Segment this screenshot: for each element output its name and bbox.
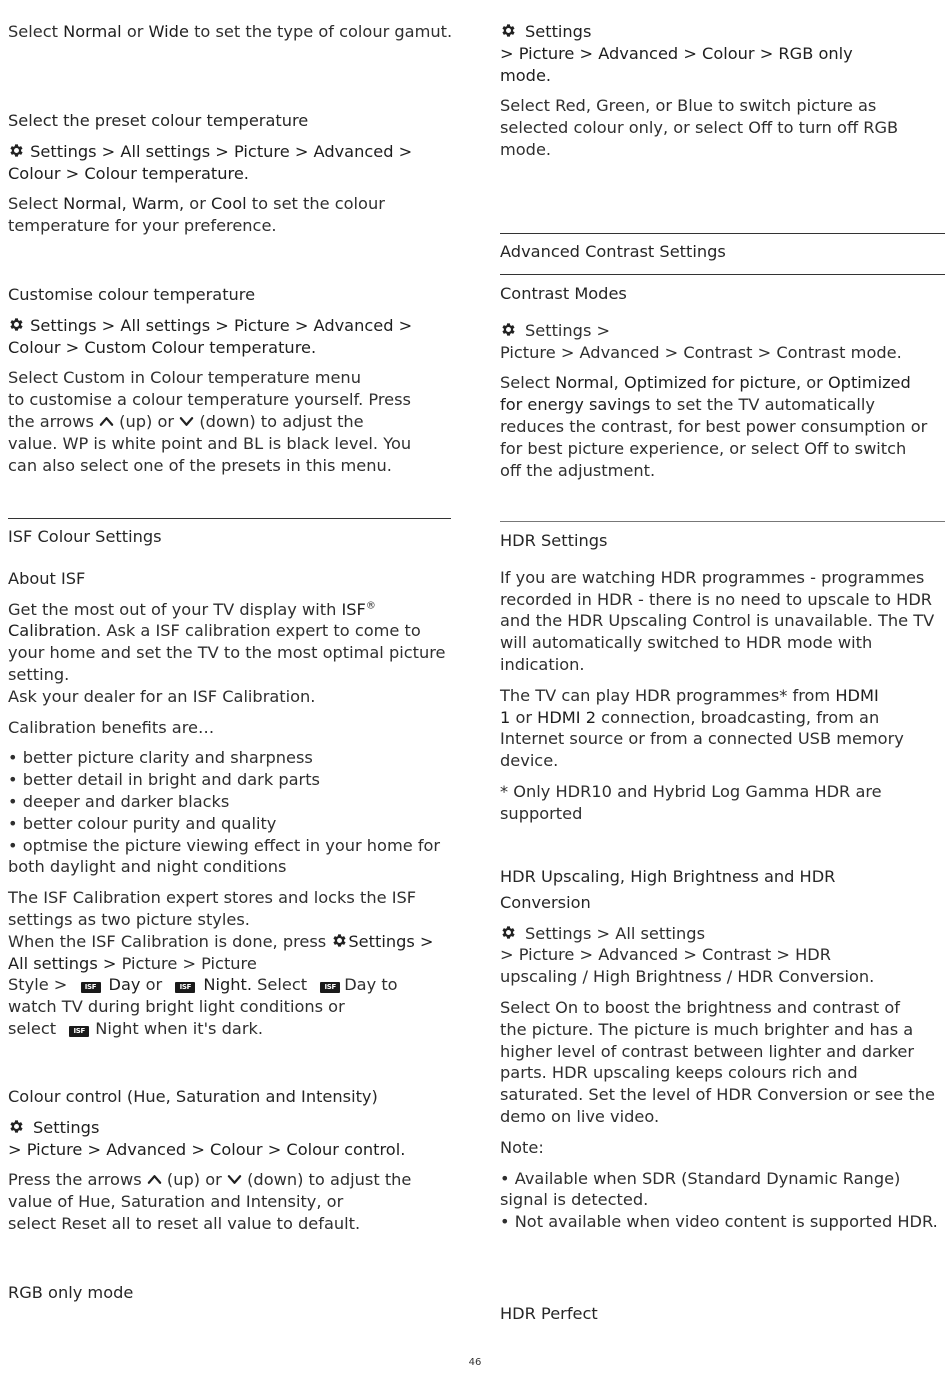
list-item: both daylight and night conditions xyxy=(8,857,287,877)
settings-path: > Picture > Advanced > Colour > RGB only xyxy=(500,43,853,63)
text: (down) to adjust the xyxy=(194,411,364,431)
body-line: Select Red, Green, or Blue to switch picture as xyxy=(500,96,877,116)
text: Press the arrows xyxy=(8,1170,147,1190)
body-line: parts. HDR upscaling keeps colours rich and xyxy=(500,1063,858,1083)
registered-mark: ® xyxy=(365,600,376,612)
body-line: indication. xyxy=(500,654,585,674)
hdmi-2-label: HDMI 2 xyxy=(537,707,596,727)
body-line: settings as two picture styles. xyxy=(8,909,250,929)
body-line: mode. xyxy=(500,139,552,159)
isf-icon: ISF xyxy=(81,982,101,993)
list-item: • Available when SDR (Standard Dynamic Range) xyxy=(500,1168,901,1188)
settings-path: Colour > Custom Colour temperature. xyxy=(8,337,317,357)
subsection-heading: About ISF xyxy=(8,568,86,588)
text: Night when it's dark. xyxy=(95,1018,263,1038)
settings-path: > Picture > Advanced > Colour > Colour control. xyxy=(8,1139,406,1159)
body-line: Ask your dealer for an ISF Calibration. xyxy=(8,686,316,706)
colour-control-section xyxy=(8,1086,453,1235)
gear-icon xyxy=(8,1118,25,1135)
list-item: • better colour purity and quality xyxy=(8,813,277,833)
text: Style > xyxy=(8,975,73,995)
section-heading: Select the preset colour temperature xyxy=(8,111,309,130)
gear-icon xyxy=(8,142,25,159)
page-number: 46 xyxy=(468,1357,482,1368)
body-line: selected colour only, or select Off to turn off RGB xyxy=(500,118,899,138)
divider xyxy=(500,233,945,234)
normal-option: Normal xyxy=(555,373,614,393)
body-line: and the HDR Upscaling Control is unavailable. The TV xyxy=(500,611,935,631)
settings-path: Settings > xyxy=(348,931,434,951)
list-item: • deeper and darker blacks xyxy=(8,791,230,811)
list-item: signal is detected. xyxy=(500,1190,649,1210)
settings-path: upscaling / High Brightness / HDR Conversion. xyxy=(500,967,875,987)
section-heading: Customise colour temperature xyxy=(8,285,256,304)
text: to set the type of colour gamut. xyxy=(188,22,453,41)
text: connection, broadcasting, from an xyxy=(596,707,880,727)
gear-icon xyxy=(500,321,517,338)
body-line: supported xyxy=(500,803,583,823)
settings-path: All settings > xyxy=(8,953,117,973)
section-heading: Advanced Contrast Settings xyxy=(500,242,726,261)
settings-path: > Picture > Advanced > Contrast > HDR xyxy=(500,945,831,965)
text: Get the most out of your TV display with xyxy=(8,599,342,619)
section-heading: HDR Settings xyxy=(500,531,608,550)
body-line: The ISF Calibration expert stores and locks the ISF xyxy=(8,888,417,908)
gear-icon xyxy=(331,932,348,949)
body-line: higher level of contrast between lighter and darker xyxy=(500,1041,914,1061)
text: or xyxy=(121,22,149,41)
gear-icon xyxy=(8,316,25,333)
hdmi-1-label: HDMI xyxy=(835,685,879,705)
hdr-perfect-section xyxy=(500,1303,945,1325)
cool-option: Cool xyxy=(211,194,247,214)
divider xyxy=(8,518,451,519)
text: or xyxy=(184,194,211,214)
settings-path: Settings xyxy=(33,1117,100,1137)
optimized-for-energy-option: Optimized xyxy=(827,373,911,393)
text: to set the TV automatically xyxy=(650,395,875,415)
body-line: your home and set the TV to the most optimal picture xyxy=(8,643,446,663)
body-line: can also select one of the presets in this menu. xyxy=(8,455,392,475)
list-item: • optmise the picture viewing effect in your home for xyxy=(8,835,441,855)
settings-path: mode. xyxy=(500,65,552,85)
settings-path: Settings > xyxy=(525,320,611,340)
note-label: Note: xyxy=(500,1137,544,1157)
chevron-down-icon xyxy=(179,415,194,427)
text: (down) to adjust the xyxy=(241,1170,412,1190)
colour-gamut-text xyxy=(8,21,453,43)
body-line: for best picture experience, or select Off to switch xyxy=(500,438,907,458)
settings-path: Picture > Advanced > Contrast > Contrast mode. xyxy=(500,342,902,362)
text: the arrows xyxy=(8,411,100,431)
settings-path: Settings xyxy=(525,22,592,41)
subsection-heading: Contrast Modes xyxy=(500,284,627,303)
settings-path: Colour > Colour temperature. xyxy=(8,163,249,183)
text: Select xyxy=(8,194,64,214)
settings-path: Picture > Picture xyxy=(116,953,257,973)
gear-icon xyxy=(500,924,517,941)
list-item: • Not available when video content is supported HDR. xyxy=(500,1212,938,1232)
section-heading: HDR Perfect xyxy=(500,1304,598,1323)
settings-path: Settings > All settings > Picture > Advanced > xyxy=(25,141,413,161)
body-line: Select Custom in Colour temperature menu xyxy=(8,368,361,388)
settings-path: Settings > All settings xyxy=(525,923,706,943)
text: Select xyxy=(251,975,313,995)
body-line: reduces the contrast, for best power consumption or xyxy=(500,416,928,436)
body-line: demo on live video. xyxy=(500,1106,660,1126)
body-line: to customise a colour temperature yourself. Press xyxy=(8,390,411,410)
body-line: * Only HDR10 and Hybrid Log Gamma HDR are xyxy=(500,781,882,801)
body-line: the picture. The picture is much brighter and has a xyxy=(500,1019,914,1039)
text: or xyxy=(140,975,168,995)
text: (up) or xyxy=(114,411,180,431)
section-heading: Conversion xyxy=(500,892,591,912)
isf-icon: ISF xyxy=(69,1026,89,1037)
custom-colour-temperature-section xyxy=(8,284,453,476)
section-heading: ISF Colour Settings xyxy=(8,527,162,546)
day-style: Day xyxy=(108,975,141,995)
text: , xyxy=(613,373,619,393)
text: Day to xyxy=(344,975,398,995)
body-line: watch TV during bright light conditions or xyxy=(8,997,345,1017)
optimized-for-picture-option: Optimized for picture xyxy=(623,373,796,393)
advanced-contrast-heading xyxy=(500,241,945,263)
text: When the ISF Calibration is done, press xyxy=(8,931,332,951)
body-line: setting. xyxy=(8,664,70,684)
text: or xyxy=(510,707,538,727)
rgb-only-mode-path xyxy=(500,21,945,161)
text: Select xyxy=(500,373,556,393)
divider xyxy=(500,274,945,275)
night-style: Night. xyxy=(203,975,252,995)
body-line: value of Hue, Saturation and Intensity, or xyxy=(8,1192,344,1212)
settings-path: Settings > All settings > Picture > Advanced > xyxy=(25,315,413,335)
isf-icon: ISF xyxy=(175,982,195,993)
section-heading: Colour control (Hue, Saturation and Intensity) xyxy=(8,1087,378,1106)
chevron-up-icon xyxy=(147,1173,162,1185)
normal-option: Normal xyxy=(63,22,122,41)
contrast-modes-section xyxy=(500,283,945,481)
isf-icon: ISF xyxy=(320,982,340,993)
body-line: off the adjustment. xyxy=(500,460,656,480)
text: to set the colour temperature for your preference. xyxy=(8,194,385,236)
text: Calibration xyxy=(8,621,97,641)
text: . Ask a ISF calibration expert to come to xyxy=(96,621,421,641)
text: select xyxy=(8,1018,62,1038)
hdr-upscaling-section xyxy=(500,866,945,1233)
body-line: will automatically switched to HDR mode with xyxy=(500,633,873,653)
text: (up) or xyxy=(161,1170,227,1190)
body-line: Calibration benefits are… xyxy=(8,717,215,737)
body-line: device. xyxy=(500,751,559,771)
section-heading: HDR Upscaling, High Brightness and HDR xyxy=(500,867,836,886)
body-line: Select On to boost the brightness and contrast of xyxy=(500,997,901,1017)
hdr-settings-section xyxy=(500,530,945,825)
body-line: value. WP is white point and BL is black level. You xyxy=(8,433,412,453)
options: Normal, Warm, xyxy=(63,194,185,214)
body-line: saturated. Set the level of HDR Conversion or see the xyxy=(500,1085,935,1105)
chevron-up-icon xyxy=(99,415,114,427)
body-line: select Reset all to reset all value to default. xyxy=(8,1213,361,1233)
chevron-down-icon xyxy=(227,1173,242,1185)
list-item: • better detail in bright and dark parts xyxy=(8,770,320,790)
wide-option: Wide xyxy=(148,22,189,41)
text: Select xyxy=(8,22,64,41)
isf-section xyxy=(8,526,453,1040)
text: , or xyxy=(795,373,828,393)
gear-icon xyxy=(500,22,517,39)
body-line: If you are watching HDR programmes - programmes xyxy=(500,567,925,587)
body-line: Internet source or from a connected USB memory xyxy=(500,729,904,749)
body-line: recorded in HDR - there is no need to upscale to HDR xyxy=(500,589,933,609)
divider xyxy=(500,521,945,522)
text: The TV can play HDR programmes* from xyxy=(500,685,836,705)
list-item: • better picture clarity and sharpness xyxy=(8,748,313,768)
isf-brand: ISF xyxy=(341,599,366,619)
preset-colour-temperature-section xyxy=(8,110,453,237)
optimized-for-energy-option: for energy savings xyxy=(500,395,651,415)
section-heading: RGB only mode xyxy=(8,1283,134,1302)
hdmi-1-label: 1 xyxy=(500,707,511,727)
rgb-only-mode-section xyxy=(8,1282,453,1304)
